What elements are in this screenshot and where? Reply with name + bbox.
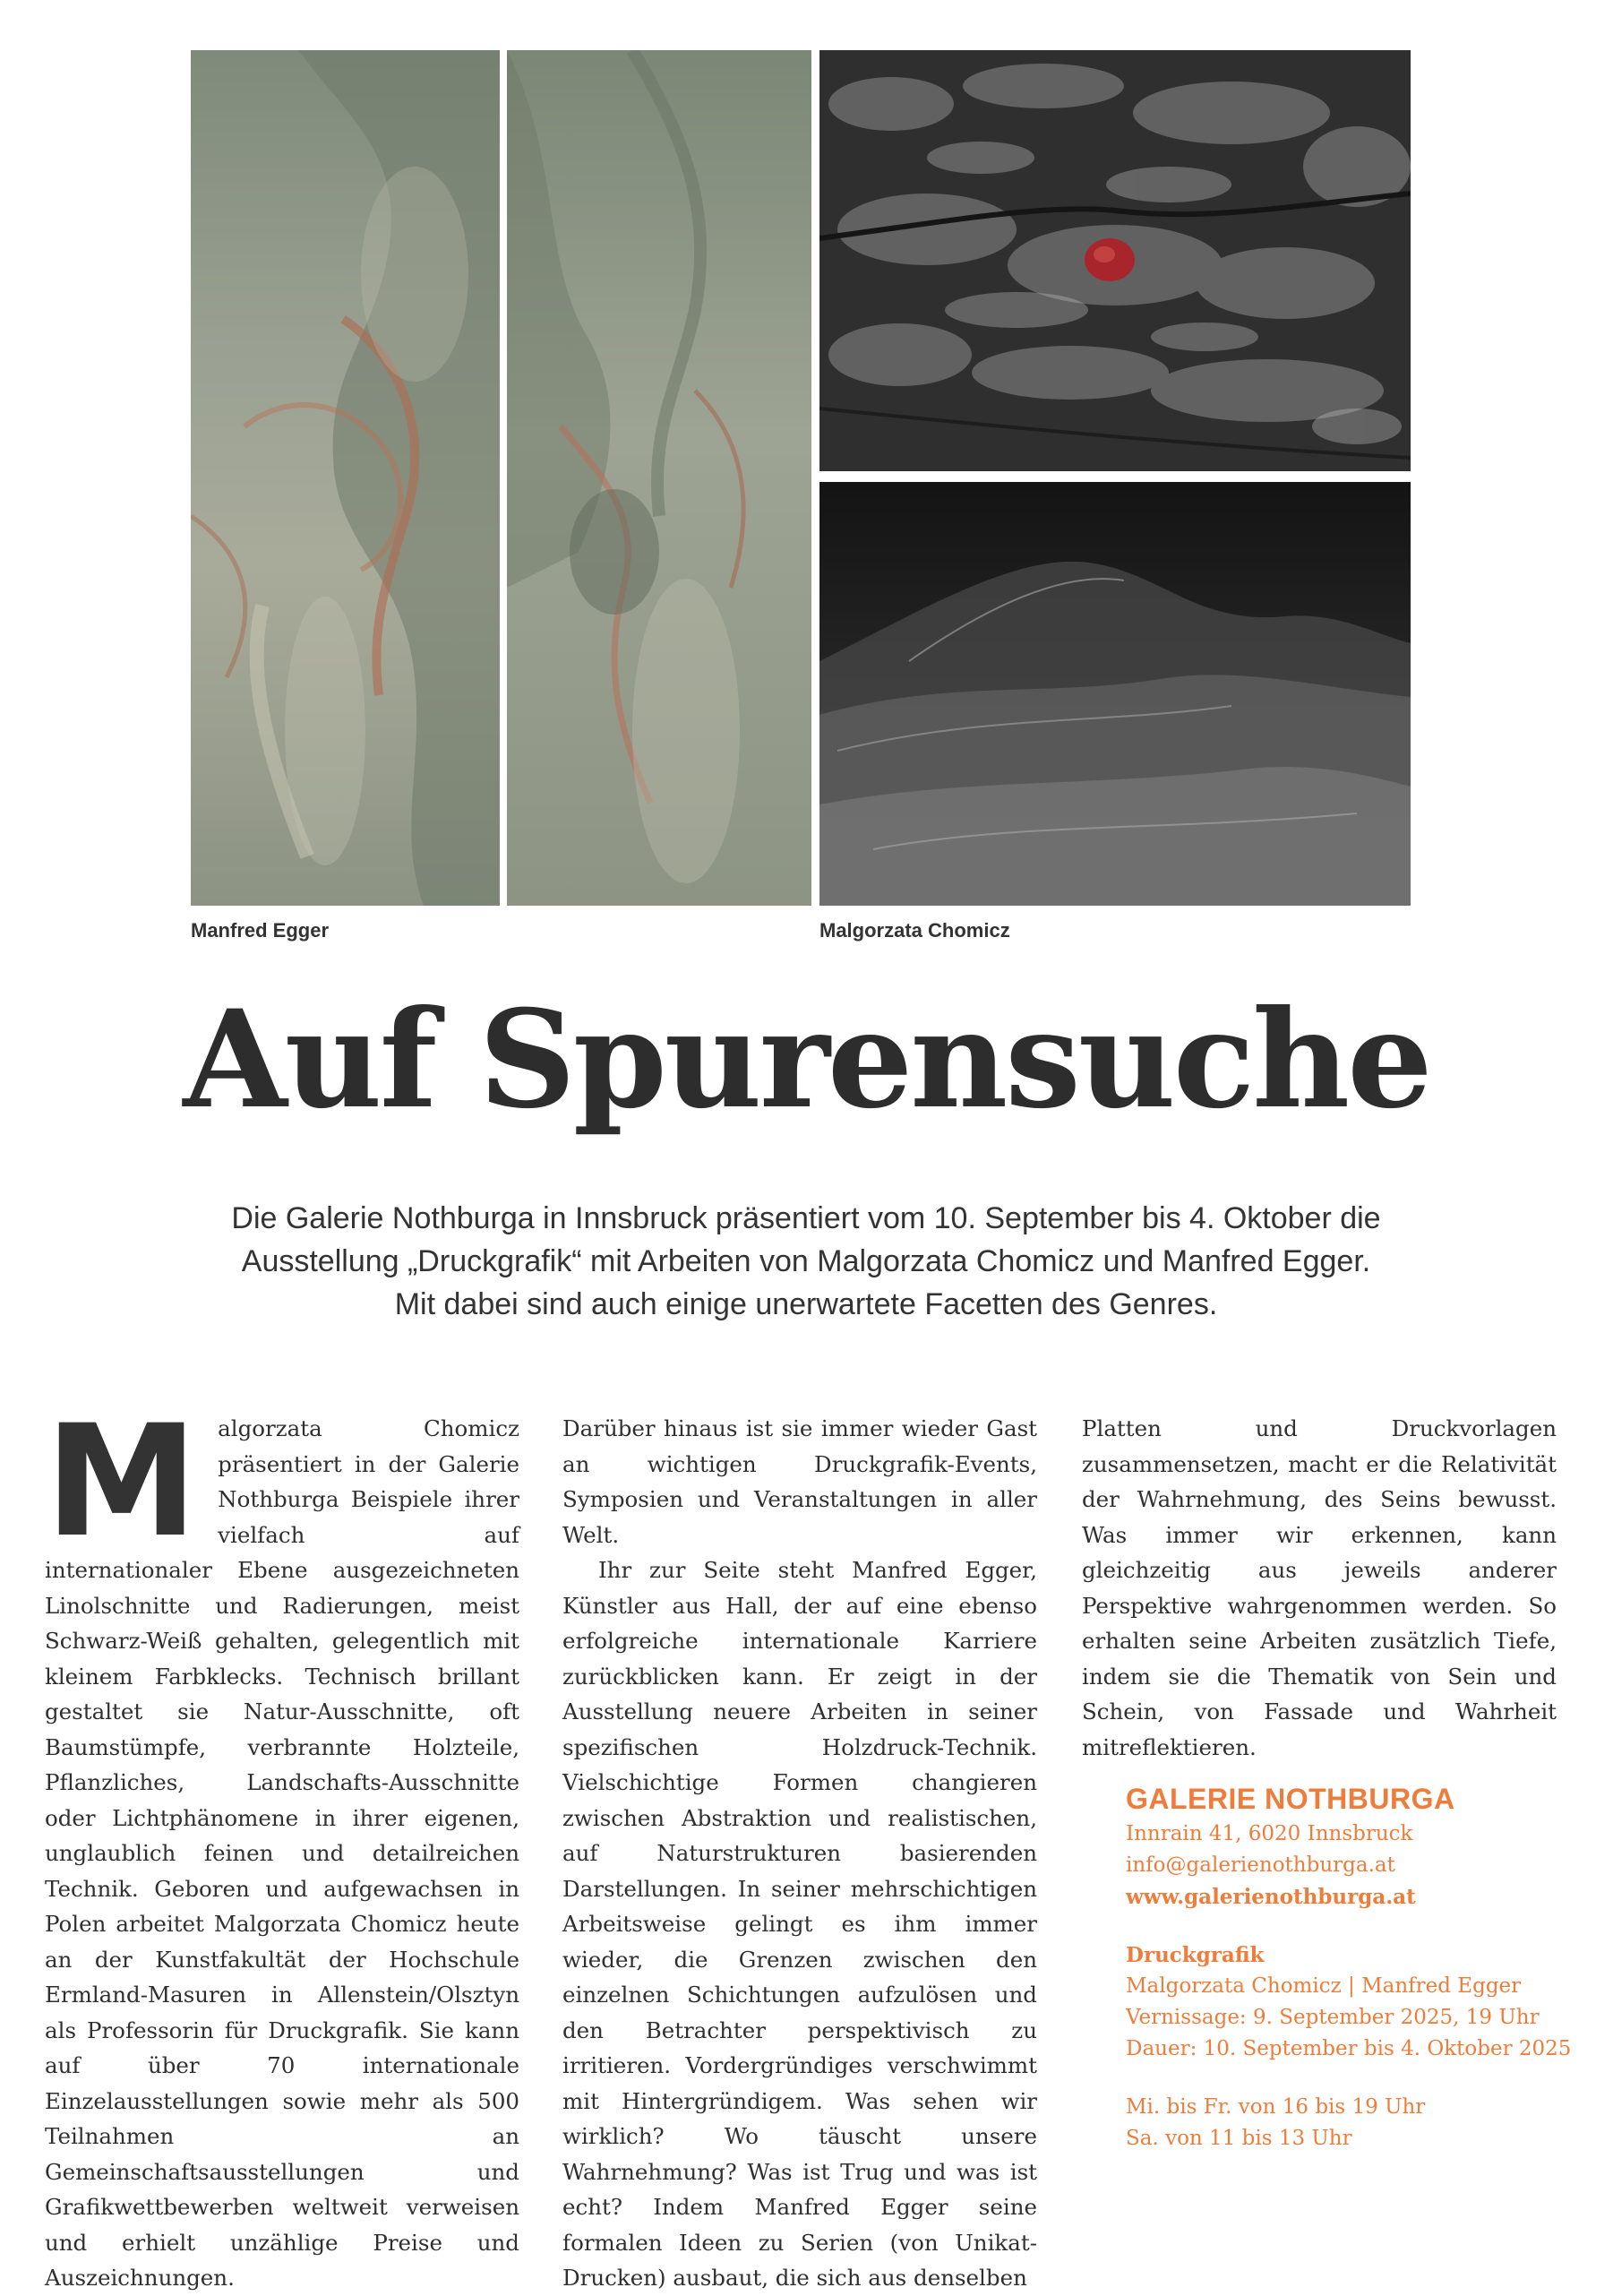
lead-line-2: Ausstellung „Druckgrafik“ mit Arbeiten von Malgorzata Chomicz und Manfred Egger.: [241, 1244, 1371, 1278]
caption-chomicz: Malgorzata Chomicz: [819, 919, 1010, 942]
article-column-3: [1082, 1411, 1557, 1765]
egger-artwork-right: [507, 50, 811, 906]
gallery-info-box: [1126, 1779, 1572, 2154]
chomicz-artwork-bark: [819, 50, 1411, 471]
egger-artwork-left: [191, 50, 500, 906]
article-column-1: [45, 1391, 519, 2296]
exhibition-artists: Malgorzata Chomicz | Manfred Egger: [1126, 1974, 1522, 1998]
gallery-email-link[interactable]: info@galerienothburga.at: [1126, 1853, 1395, 1877]
exhibition-title: Druckgrafik: [1126, 1943, 1265, 1967]
article-paragraph-3: Ihr zur Seite steht Manfred Egger, Künstler aus Hall, der auf eine ebenso erfolgreiche internationale Karriere zurückblicken kann. Er zeigt in der Ausstellung neuere Arbeiten in seiner spezifischen Holzdruck-Technik. Vielschichtige Formen changieren zwischen Abstraktion und realistischen, auf Naturstrukturen basierenden Darstellungen. In seiner mehrschichtigen Arbeitsweise gelingt es ihm immer wieder, die Grenzen zwischen den einzelnen Schichtungen aufzulösen und den Betrachter perspektivisch zu irritieren. Vordergründiges verschwimmt mit Hintergründigem. Was sehen wir wirklich? Wo täuscht unsere Wahrnehmung? Was ist Trug und was ist echt? Indem Manfred Egger seine formalen Ideen zu Serien (von Unikat-Drucken) ausbaut, die sich aus denselben: [562, 1557, 1037, 2291]
page-title: Auf Spurensuche: [183, 981, 1430, 1139]
gallery-website-link[interactable]: www.galerienothburga.at: [1126, 1885, 1416, 1909]
article-column-2: [562, 1411, 1037, 2296]
gallery-name: GALERIE NOTHBURGA: [1126, 1783, 1455, 1815]
opening-hours-weekdays: Mi. bis Fr. von 16 bis 19 Uhr: [1126, 2095, 1426, 2119]
opening-hours-saturday: Sa. von 11 bis 13 Uhr: [1126, 2127, 1352, 2150]
drop-cap: M: [45, 1391, 199, 1571]
chomicz-artwork-landscape: [819, 482, 1411, 906]
caption-egger: Manfred Egger: [191, 919, 330, 942]
gallery-address: Innrain 41, 6020 Innsbruck: [1126, 1822, 1413, 1845]
article-paragraph-2: Darüber hinaus ist sie immer wieder Gast an wichtigen Druckgrafik-Events, Symposien und Veranstaltungen in aller Welt.: [562, 1415, 1037, 1548]
exhibition-vernissage: Vernissage: 9. September 2025, 19 Uhr: [1126, 2006, 1540, 2029]
lead-line-3: Mit dabei sind auch einige unerwartete Facetten des Genres.: [394, 1287, 1218, 1321]
lead-text: [134, 1197, 1478, 1326]
article-paragraph-4: Platten und Druckvorlagen zusammensetzen, macht er die Relativität der Wahrnehmung, des Seins bewusst. Was immer wir erkennen, kann gleichzeitig aus jeweils anderer Perspektive wahrgenommen werden. So erhalten seine Arbeiten zusätzlich Tiefe, indem sie die Thematik von Sein und Schein, von Fassade und Wahrheit mitreflektieren.: [1082, 1415, 1557, 1760]
lead-line-1: Die Galerie Nothburga in Innsbruck präsentiert vom 10. September bis 4. Oktober die: [231, 1201, 1381, 1235]
article-paragraph-1: algorzata Chomicz präsentiert in der Galerie Nothburga Beispiele ihrer vielfach auf internationaler Ebene ausgezeichneten Linolschnitte und Radierungen, meist Schwarz-Weiß gehalten, gelegentlich mit kleinem Farbklecks. Technisch brillant gestaltet sie Natur-Ausschnitte, oft Baumstümpfe, verbrannte Holzteile, Pflanzliches, Landschafts-Ausschnitte oder Lichtphänomene in ihrer eigenen, unglaublich feinen und detailreichen Technik. Geboren und aufgewachsen in Polen arbeitet Malgorzata Chomicz heute an der Kunstfakultät der Hochschule Ermland-Masuren in Allenstein/Olsztyn als Professorin für Druckgrafik. Sie kann auf über 70 internationale Einzelausstellungen sowie mehr als 500 Teilnahmen an Gemeinschaftsausstellungen und Grafikwettbewerben weltweit verweisen und erhielt unzählige Preise und Auszeichnungen.: [45, 1415, 519, 2291]
exhibition-duration: Dauer: 10. September bis 4. Oktober 2025: [1126, 2037, 1572, 2060]
